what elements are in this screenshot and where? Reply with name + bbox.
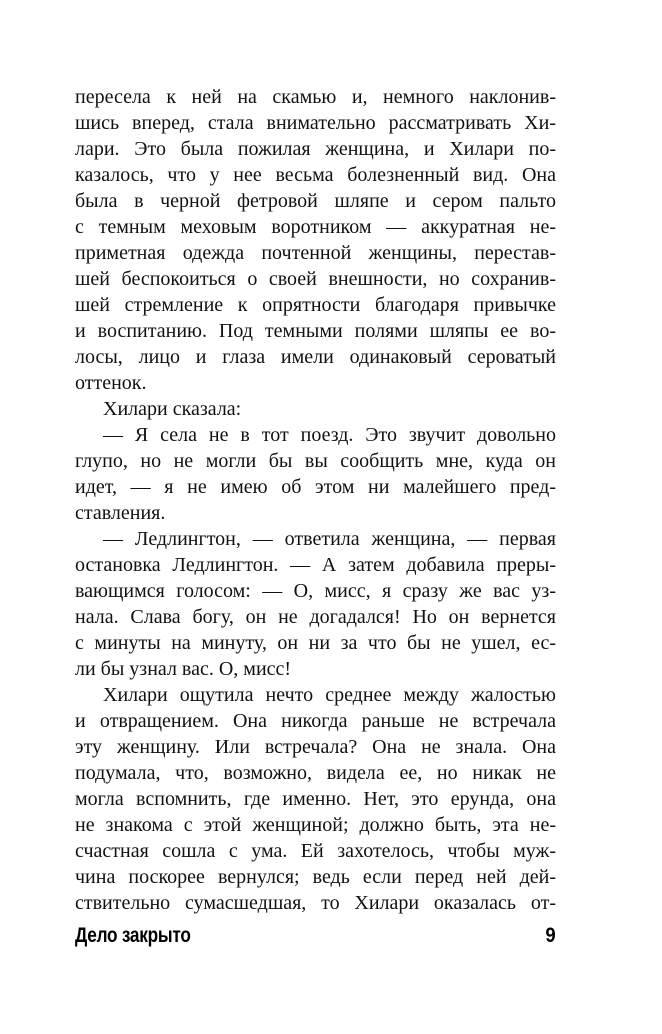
- paragraph: [75, 682, 556, 916]
- text-block: [75, 84, 556, 916]
- text-line: и отвращением. Она никогда раньше не встречала: [75, 710, 556, 732]
- text-line: ли бы узнал вас. О, мисс!: [75, 658, 292, 680]
- text-line: с минуты на минуту, он ни за что бы не ушел, ес-: [75, 632, 556, 654]
- text-line: Хилари ощутила нечто среднее между жалостью: [103, 684, 556, 706]
- text-line: не знакома с этой женщиной; должно быть, эта не-: [75, 814, 556, 836]
- page-footer: [75, 924, 556, 948]
- running-title: Дело закрыто: [75, 924, 191, 947]
- text-line: лосы, лицо и глаза имели одинаковый сероватый: [75, 346, 556, 368]
- text-line: глупо, но не могли бы вы сообщить мне, куда он: [75, 450, 556, 472]
- text-line: и воспитанию. Под темными полями шляпы ее во-: [75, 320, 556, 342]
- text-line: чина поскорее вернулся; ведь если перед ней дей-: [75, 866, 556, 888]
- text-line: нала. Слава богу, он не догадался! Но он вернется: [75, 606, 556, 628]
- text-line: оттенок.: [75, 372, 147, 394]
- text-line: казалось, что у нее весьма болезненный вид. Она: [75, 164, 556, 186]
- paragraph: [75, 422, 556, 526]
- text-line: шись вперед, стала внимательно рассматривать Хи-: [75, 112, 556, 134]
- text-line: идет, — я не имею об этом ни малейшего пред-: [75, 476, 556, 498]
- text-line: с темным меховым воротником — аккуратная не-: [75, 216, 556, 238]
- text-line: подумала, что, возможно, видела ее, но никак не: [75, 762, 556, 784]
- text-line: — Я села не в тот поезд. Это звучит довольно: [103, 424, 556, 446]
- text-line: ставления.: [75, 502, 166, 524]
- text-line: остановка Ледлингтон. — А затем добавила преры-: [75, 554, 556, 576]
- text-line: шей стремление к опрятности благодаря привычке: [75, 294, 556, 316]
- text-line: эту женщину. Или встречала? Она не знала. Она: [75, 736, 556, 758]
- paragraph: [75, 526, 556, 682]
- text-line: вающимся голосом: — О, мисс, я сразу же вас уз-: [75, 580, 556, 602]
- text-line: была в черной фетровой шляпе и сером пальто: [75, 190, 556, 212]
- text-line: пересела к ней на скамью и, немного наклонив-: [75, 86, 556, 108]
- text-line: могла вспомнить, где именно. Нет, это ерунда, она: [75, 788, 556, 810]
- paragraph: [75, 396, 556, 422]
- text-line: ствительно сумасшедшая, то Хилари оказалась от-: [75, 892, 556, 914]
- text-line: счастная сошла с ума. Ей захотелось, чтобы муж-: [75, 840, 556, 862]
- text-line: лари. Это была пожилая женщина, и Хилари по-: [75, 138, 556, 160]
- paragraph: [75, 84, 556, 396]
- text-line: шей беспокоиться о своей внешности, но сохранив-: [75, 268, 556, 290]
- text-line: — Ледлингтон, — ответила женщина, — первая: [103, 528, 556, 550]
- text-line: Хилари сказала:: [103, 398, 242, 420]
- page-number: 9: [545, 924, 556, 947]
- text-line: приметная одежда почтенной женщины, перестав-: [75, 242, 556, 264]
